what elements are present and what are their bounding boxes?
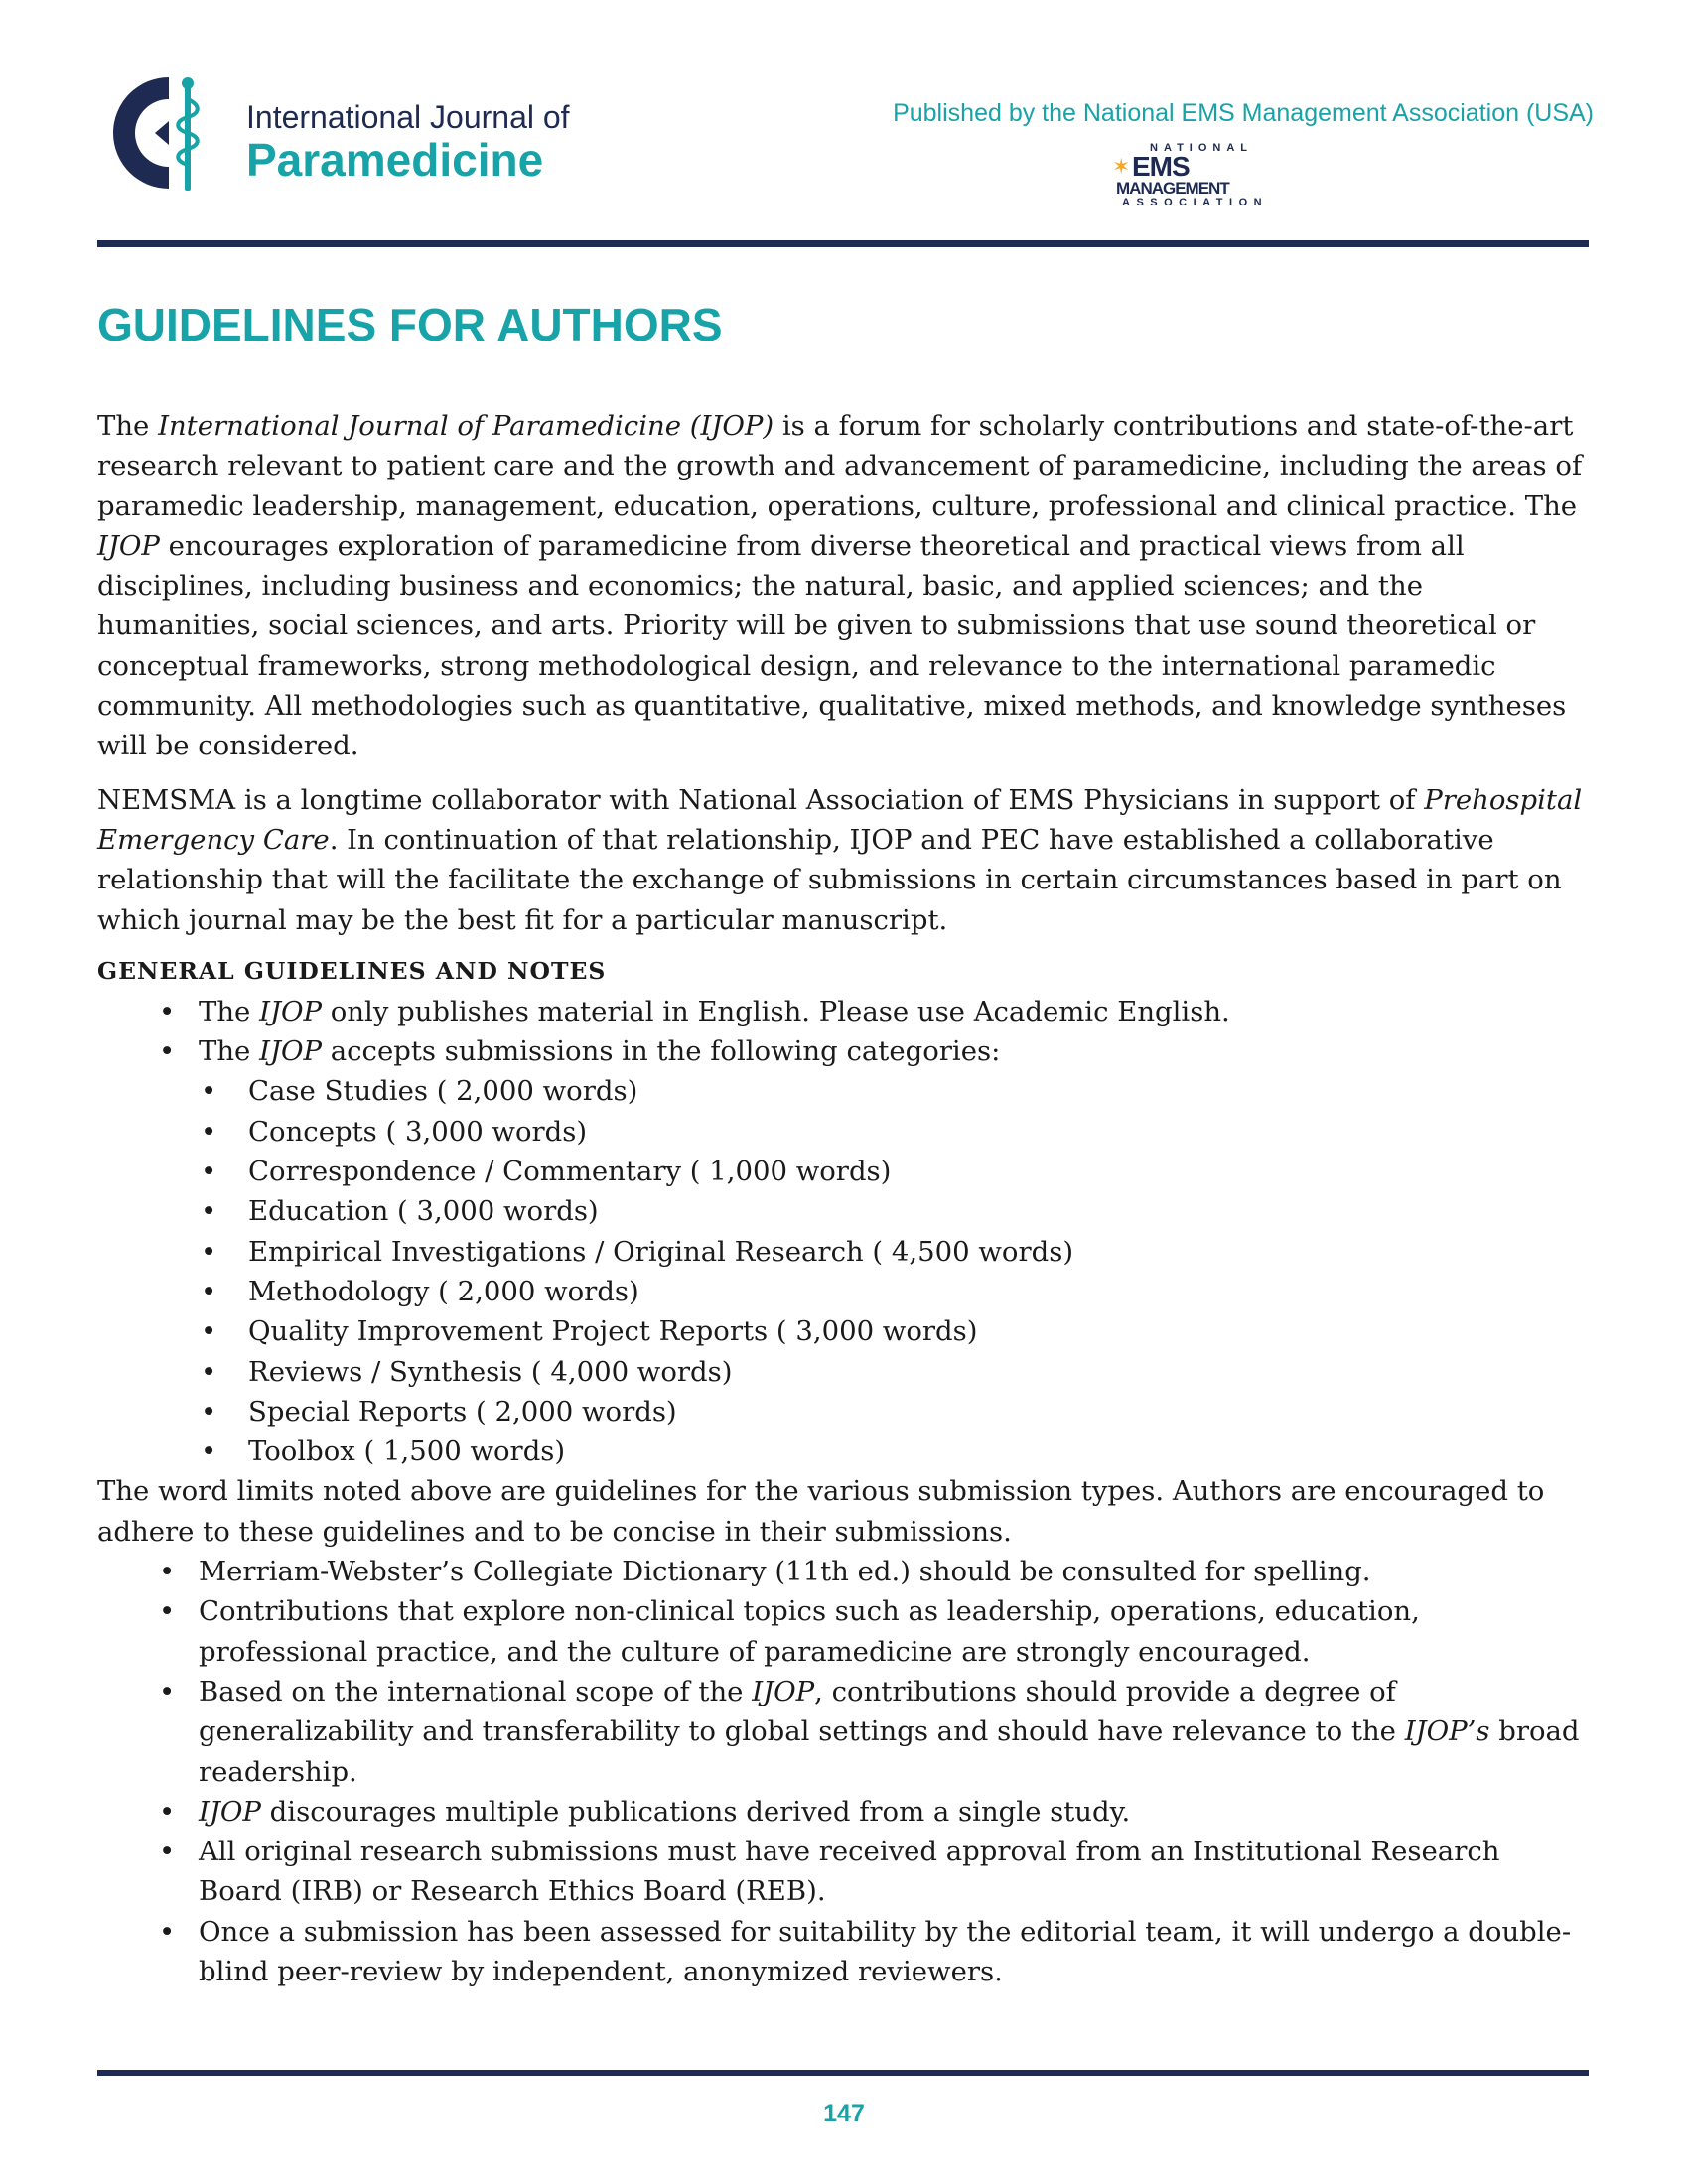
guidelines-list: [97, 992, 1589, 1472]
footer-rule: [97, 2070, 1589, 2076]
nemsma-logo: [1112, 142, 1281, 211]
list-item: • The IJOP only publishes material in English. Please use Academic English.: [97, 992, 1589, 1031]
star-icon: ✶: [1112, 154, 1131, 179]
category-item: • Concepts ( 3,000 words): [97, 1112, 1589, 1152]
logo-line2: Paramedicine: [246, 134, 544, 186]
word-limits-note: The word limits noted above are guidelines for the various submission types. Authors are encouraged to adhere to these guidelines and to be concise in their submissions.: [97, 1475, 1545, 1548]
nemsma-ems: EMS: [1132, 151, 1190, 182]
list-item: • Once a submission has been assessed for suitability by the editorial team, it will undergo a double-blind peer-review by independent, anonymized reviewers.: [97, 1912, 1589, 1992]
notes-list: [97, 1552, 1589, 1991]
logo-line1: International Journal of: [246, 99, 570, 135]
section-heading: GENERAL GUIDELINES AND NOTES: [97, 956, 607, 985]
ijp-emblem-icon: [97, 71, 236, 201]
category-item: • Education ( 3,000 words): [97, 1191, 1589, 1231]
list-item: • Based on the international scope of the IJOP, contributions should provide a degree of generalizability and transferability to global settings and should have relevance to the IJOP’s broad readership.: [97, 1672, 1589, 1792]
page-title: GUIDELINES FOR AUTHORS: [97, 299, 723, 350]
category-item: • Correspondence / Commentary ( 1,000 words): [97, 1152, 1589, 1191]
category-item: • Case Studies ( 2,000 words): [97, 1071, 1589, 1111]
category-item: • Reviews / Synthesis ( 4,000 words): [97, 1352, 1589, 1392]
article-body: [97, 406, 1589, 1991]
header-rule: [97, 240, 1589, 247]
category-item: • Methodology ( 2,000 words): [97, 1272, 1589, 1311]
list-item: • All original research submissions must have received approval from an Institutional Research Board (IRB) or Research Ethics Board (REB).: [97, 1832, 1589, 1912]
list-item: • Contributions that explore non-clinical topics such as leadership, operations, education, professional practice, and the culture of paramedicine are strongly encouraged.: [97, 1591, 1589, 1672]
nemsma-management: MANAGEMENT: [1116, 179, 1229, 198]
intro-paragraph: The International Journal of Paramedicine (IJOP) is a forum for scholarly contributions and state-of-the-art research relevant to patient care and the growth and advancement of paramedicine, including the areas of paramedic leadership, management, education, operations, culture, professional and clinical practice. The IJOP encourages exploration of paramedicine from diverse theoretical and practical views from all disciplines, including business and economics; the natural, basic, and applied sciences; and the humanities, social sciences, and arts. Priority will be given to submissions that use sound theoretical or conceptual frameworks, strong methodological design, and relevance to the international paramedic community. All methodologies such as quantitative, qualitative, mixed methods, and knowledge syntheses will be considered.: [97, 410, 1583, 762]
nemsma-top: NATIONAL: [1150, 142, 1254, 154]
list-item: • The IJOP accepts submissions in the following categories:: [97, 1031, 1589, 1071]
list-item: • IJOP discourages multiple publications derived from a single study.: [97, 1792, 1589, 1832]
category-item: • Empirical Investigations / Original Research ( 4,500 words): [97, 1232, 1589, 1272]
category-item: • Toolbox ( 1,500 words): [97, 1432, 1589, 1471]
journal-logo: [97, 71, 614, 201]
collaboration-paragraph: NEMSMA is a longtime collaborator with National Association of EMS Physicians in support of Prehospital Emergency Care. In continuation of that relationship, IJOP and PEC have established a collaborative relationship that will the facilitate the exchange of submissions in certain circumstances based in part on which journal may be the best fit for a particular manuscript.: [97, 783, 1583, 936]
page-number: 147: [823, 2100, 865, 2127]
nemsma-association: ASSOCIATION: [1122, 197, 1269, 208]
list-item: • Merriam-Webster’s Collegiate Dictionary (11th ed.) should be consulted for spelling.: [97, 1552, 1589, 1591]
category-item: • Special Reports ( 2,000 words): [97, 1392, 1589, 1432]
publisher-line: Published by the National EMS Management Association (USA): [893, 99, 1594, 127]
category-item: • Quality Improvement Project Reports ( 3,000 words): [97, 1311, 1589, 1351]
